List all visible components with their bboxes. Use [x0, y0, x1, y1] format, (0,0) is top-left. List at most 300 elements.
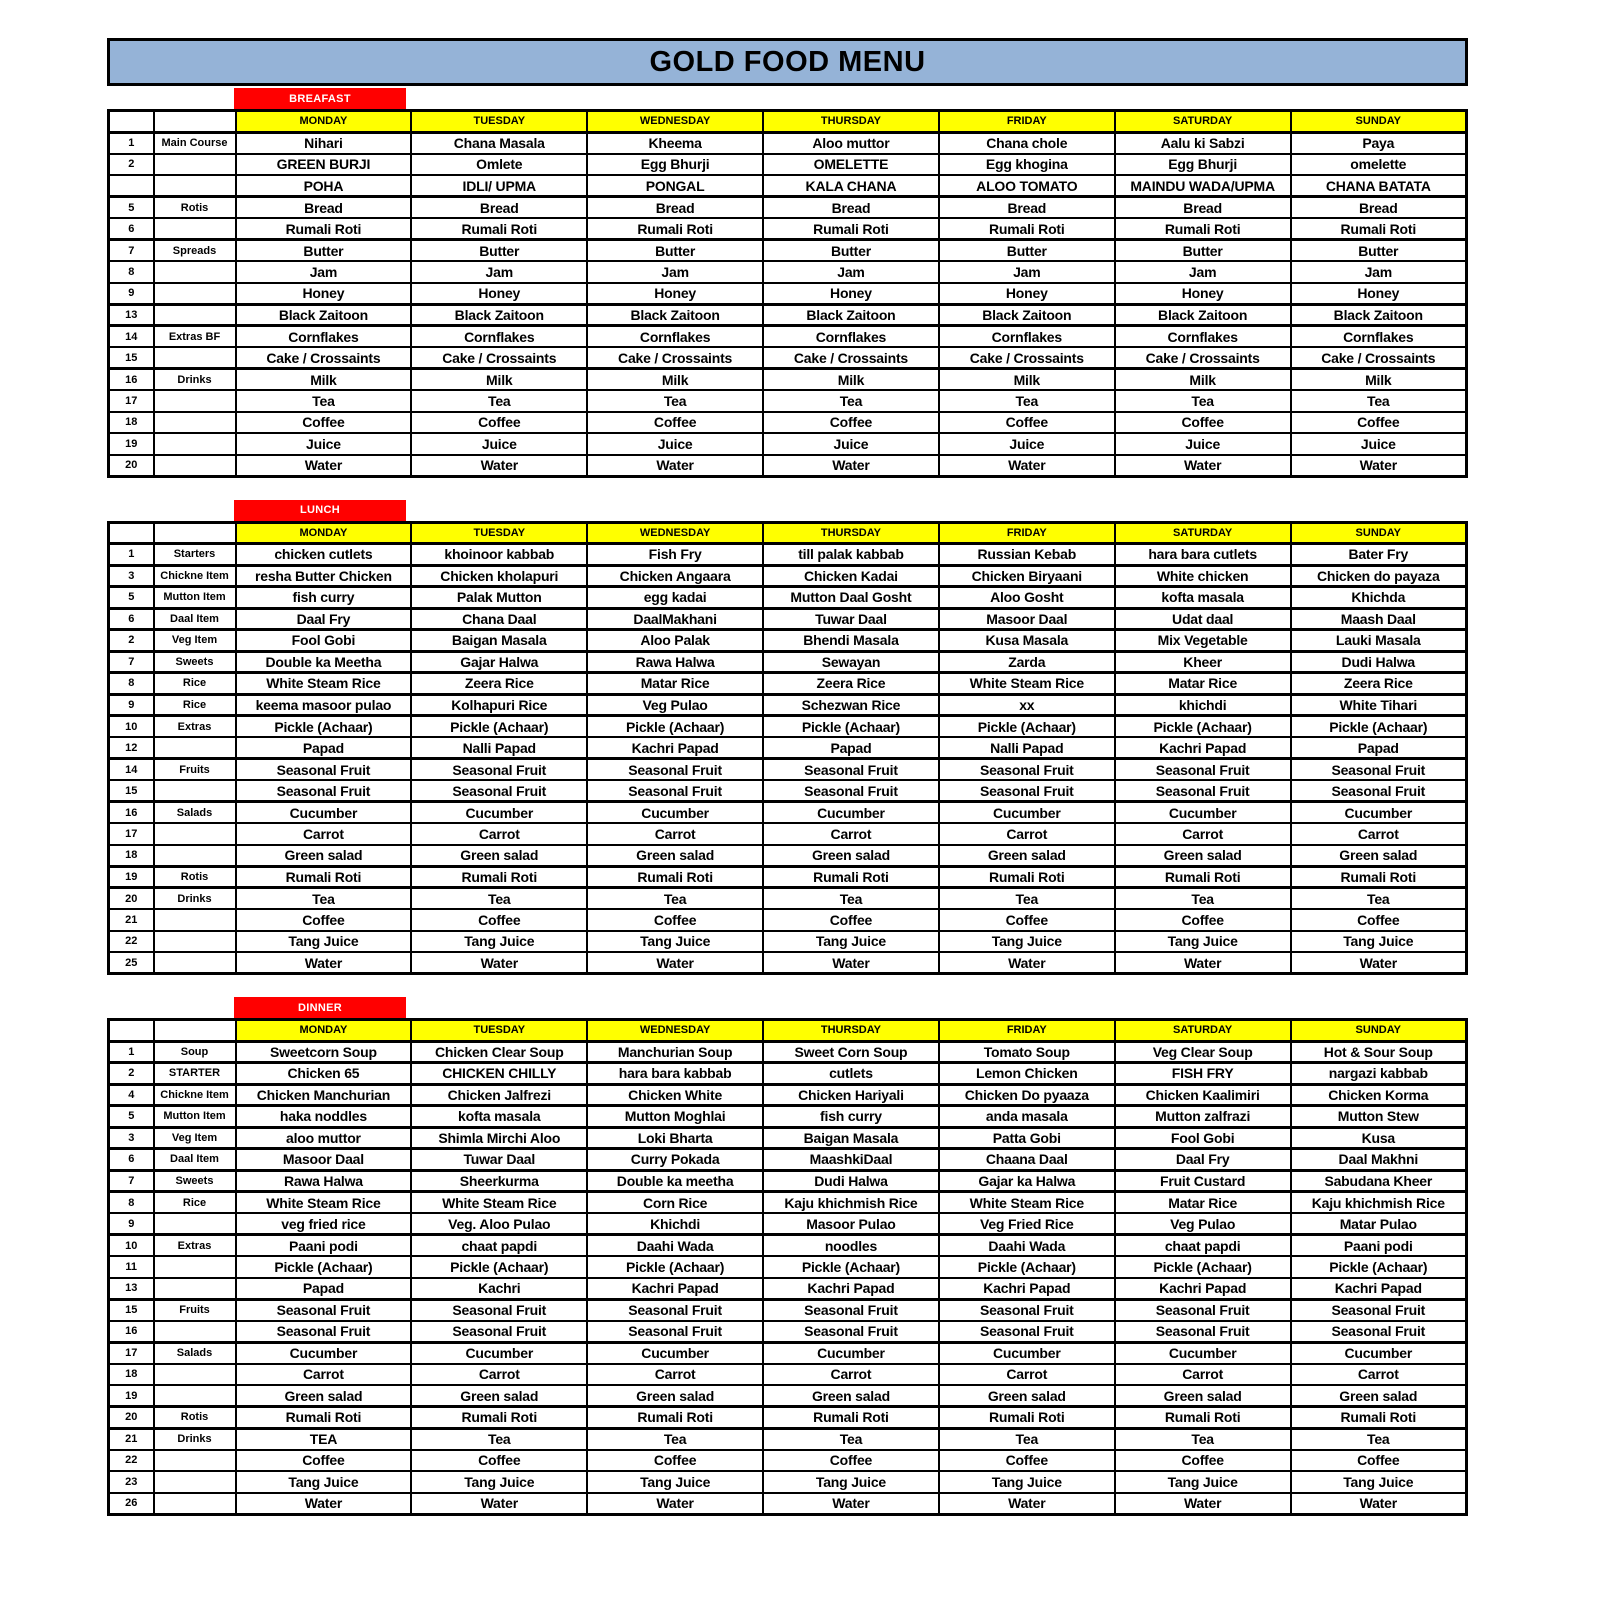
menu-item-cell: omelette [1291, 154, 1467, 176]
menu-item-cell: Tea [1291, 888, 1467, 910]
table-row [109, 261, 1467, 283]
menu-item-cell: Rumali Roti [1291, 218, 1467, 240]
category-cell [154, 261, 236, 283]
menu-item-cell: Cake / Crossaints [763, 347, 939, 369]
menu-item-cell: Masoor Pulao [763, 1213, 939, 1235]
menu-item-cell: Double ka Meetha [236, 651, 412, 673]
row-number-cell: 5 [109, 587, 154, 609]
menu-item-cell: Jam [587, 261, 763, 283]
row-number-cell: 8 [109, 261, 154, 283]
row-number-cell: 22 [109, 931, 154, 953]
menu-item-cell: Water [236, 952, 412, 974]
menu-item-cell: Chicken do payaza [1291, 565, 1467, 587]
menu-item-cell: Juice [1291, 433, 1467, 455]
category-cell: Rotis [154, 1407, 236, 1429]
menu-item-cell: Juice [236, 433, 412, 455]
menu-item-cell: Butter [411, 240, 587, 262]
menu-item-cell: Pickle (Achaar) [1115, 1256, 1291, 1278]
menu-item-cell: Honey [236, 283, 412, 305]
menu-item-cell: Zeera Rice [411, 673, 587, 695]
menu-item-cell: Tea [1115, 888, 1291, 910]
category-cell: Drinks [154, 1428, 236, 1450]
menu-item-cell: Coffee [411, 412, 587, 434]
menu-item-cell: Khichda [1291, 587, 1467, 609]
row-number-cell: 17 [109, 390, 154, 412]
menu-item-cell: Cake / Crossaints [587, 347, 763, 369]
row-number-cell: 13 [109, 304, 154, 326]
menu-item-cell: Pickle (Achaar) [411, 1256, 587, 1278]
menu-item-cell: Tang Juice [1291, 1471, 1467, 1493]
menu-item-cell: Rumali Roti [1291, 866, 1467, 888]
row-number-cell: 13 [109, 1278, 154, 1300]
table-row [109, 1127, 1467, 1149]
menu-item-cell: Coffee [411, 909, 587, 931]
menu-item-cell: Water [1291, 455, 1467, 477]
menu-item-cell: White Steam Rice [411, 1192, 587, 1214]
menu-section [107, 997, 1468, 1516]
menu-item-cell: Seasonal Fruit [1291, 1299, 1467, 1321]
menu-item-cell: Chicken Korma [1291, 1084, 1467, 1106]
row-number-cell: 21 [109, 1428, 154, 1450]
row-number-cell: 1 [109, 1041, 154, 1063]
corner-cell [109, 111, 154, 133]
menu-item-cell: Rawa Halwa [587, 651, 763, 673]
menu-item-cell: Cornflakes [1115, 326, 1291, 348]
menu-item-cell: Corn Rice [587, 1192, 763, 1214]
menu-item-cell: Papad [1291, 737, 1467, 759]
menu-item-cell: Seasonal Fruit [411, 1299, 587, 1321]
row-number-cell: 15 [109, 1299, 154, 1321]
menu-item-cell: Green salad [1291, 845, 1467, 867]
menu-item-cell: Rumali Roti [763, 1407, 939, 1429]
menu-item-cell: Jam [763, 261, 939, 283]
row-number-cell: 3 [109, 565, 154, 587]
menu-item-cell: Butter [939, 240, 1115, 262]
row-number-cell: 20 [109, 888, 154, 910]
table-row [109, 587, 1467, 609]
row-number-cell: 6 [109, 1149, 154, 1171]
menu-item-cell: xx [939, 694, 1115, 716]
menu-item-cell: Carrot [411, 1364, 587, 1386]
category-cell: Daal Item [154, 1149, 236, 1171]
menu-item-cell: Cornflakes [939, 326, 1115, 348]
menu-item-cell: Jam [236, 261, 412, 283]
menu-item-cell: Dudi Halwa [763, 1170, 939, 1192]
menu-item-cell: Black Zaitoon [1291, 304, 1467, 326]
menu-item-cell: Black Zaitoon [587, 304, 763, 326]
day-header-cell: SUNDAY [1291, 522, 1467, 544]
menu-item-cell: Water [763, 455, 939, 477]
menu-item-cell: Manchurian Soup [587, 1041, 763, 1063]
menu-item-cell: fish curry [236, 587, 412, 609]
menu-item-cell: Kachri Papad [1115, 1278, 1291, 1300]
menu-item-cell: GREEN BURJI [236, 154, 412, 176]
table-row [109, 1278, 1467, 1300]
day-header-cell: FRIDAY [939, 111, 1115, 133]
menu-item-cell: Water [763, 952, 939, 974]
menu-item-cell: Jam [939, 261, 1115, 283]
menu-item-cell: Green salad [1115, 1385, 1291, 1407]
menu-item-cell: Juice [939, 433, 1115, 455]
row-number-cell: 20 [109, 1407, 154, 1429]
category-cell: Soup [154, 1041, 236, 1063]
table-row [109, 197, 1467, 219]
row-number-cell: 25 [109, 952, 154, 974]
menu-item-cell: Juice [587, 433, 763, 455]
day-header-cell: WEDNESDAY [587, 522, 763, 544]
table-row [109, 866, 1467, 888]
menu-item-cell: Bread [236, 197, 412, 219]
section-label: DINNER [234, 997, 406, 1018]
category-cell: Drinks [154, 369, 236, 391]
menu-item-cell: Carrot [939, 1364, 1115, 1386]
menu-item-cell: Palak Mutton [411, 587, 587, 609]
menu-item-cell: Cornflakes [236, 326, 412, 348]
menu-item-cell: Rumali Roti [236, 218, 412, 240]
day-header-cell: THURSDAY [763, 1020, 939, 1042]
menu-item-cell: Rumali Roti [411, 1407, 587, 1429]
table-row [109, 1170, 1467, 1192]
menu-item-cell: Kachri Papad [763, 1278, 939, 1300]
menu-item-cell: Mutton zalfrazi [1115, 1106, 1291, 1128]
day-header-cell: WEDNESDAY [587, 111, 763, 133]
category-cell: Spreads [154, 240, 236, 262]
menu-item-cell: till palak kabbab [763, 544, 939, 566]
menu-item-cell: Cucumber [411, 802, 587, 824]
menu-item-cell: Seasonal Fruit [939, 759, 1115, 781]
day-header-cell: MONDAY [236, 522, 412, 544]
menu-item-cell: Veg Pulao [587, 694, 763, 716]
menu-item-cell: Seasonal Fruit [411, 780, 587, 802]
row-number-cell: 15 [109, 347, 154, 369]
menu-item-cell: Black Zaitoon [411, 304, 587, 326]
menu-item-cell: IDLI/ UPMA [411, 175, 587, 197]
menu-item-cell: Bread [411, 197, 587, 219]
menu-item-cell: Coffee [587, 909, 763, 931]
day-header-cell: THURSDAY [763, 111, 939, 133]
table-row [109, 1299, 1467, 1321]
category-cell [154, 218, 236, 240]
menu-item-cell: Masoor Daal [939, 608, 1115, 630]
menu-item-cell: Cake / Crossaints [1115, 347, 1291, 369]
category-cell [154, 952, 236, 974]
table-row [109, 544, 1467, 566]
day-header-cell: FRIDAY [939, 1020, 1115, 1042]
menu-item-cell: Tea [411, 1428, 587, 1450]
category-cell [154, 412, 236, 434]
table-row [109, 1407, 1467, 1429]
menu-item-cell: Mutton Stew [1291, 1106, 1467, 1128]
menu-item-cell: Tea [763, 1428, 939, 1450]
table-row [109, 909, 1467, 931]
menu-item-cell: khoinoor kabbab [411, 544, 587, 566]
menu-item-cell: Cake / Crossaints [1291, 347, 1467, 369]
menu-item-cell: Rumali Roti [1115, 1407, 1291, 1429]
menu-item-cell: ALOO TOMATO [939, 175, 1115, 197]
menu-item-cell: FISH FRY [1115, 1063, 1291, 1085]
menu-item-cell: Cucumber [236, 1342, 412, 1364]
menu-item-cell: Tea [939, 390, 1115, 412]
menu-item-cell: Kachri Papad [1115, 737, 1291, 759]
category-cell: Rice [154, 1192, 236, 1214]
page-title: GOLD FOOD MENU [649, 45, 926, 78]
row-number-cell: 7 [109, 1170, 154, 1192]
menu-item-cell: Cucumber [587, 1342, 763, 1364]
menu-table [107, 109, 1468, 478]
menu-item-cell: Tea [1115, 390, 1291, 412]
category-cell [154, 1256, 236, 1278]
row-number-cell: 9 [109, 283, 154, 305]
menu-item-cell: Cucumber [587, 802, 763, 824]
menu-item-cell: Butter [236, 240, 412, 262]
day-header-cell: TUESDAY [411, 111, 587, 133]
corner-cell [109, 522, 154, 544]
menu-item-cell: Tea [1115, 1428, 1291, 1450]
menu-item-cell: MaashkiDaal [763, 1149, 939, 1171]
menu-item-cell: Carrot [236, 823, 412, 845]
category-cell [154, 845, 236, 867]
menu-item-cell: MAINDU WADA/UPMA [1115, 175, 1291, 197]
menu-item-cell: Masoor Daal [236, 1149, 412, 1171]
menu-item-cell: Udat daal [1115, 608, 1291, 630]
menu-item-cell: Cucumber [763, 1342, 939, 1364]
table-row [109, 1063, 1467, 1085]
row-number-cell: 1 [109, 132, 154, 154]
day-header-cell: TUESDAY [411, 1020, 587, 1042]
table-row [109, 1385, 1467, 1407]
menu-item-cell: Pickle (Achaar) [763, 1256, 939, 1278]
menu-item-cell: Schezwan Rice [763, 694, 939, 716]
menu-item-cell: Rumali Roti [939, 1407, 1115, 1429]
menu-item-cell: Carrot [587, 1364, 763, 1386]
menu-item-cell: Water [1115, 1493, 1291, 1515]
menu-item-cell: Seasonal Fruit [1115, 1299, 1291, 1321]
menu-item-cell: Seasonal Fruit [587, 1321, 763, 1343]
menu-item-cell: Cake / Crossaints [411, 347, 587, 369]
table-row [109, 737, 1467, 759]
menu-item-cell: Jam [1115, 261, 1291, 283]
menu-item-cell: Green salad [236, 1385, 412, 1407]
menu-item-cell: Rumali Roti [587, 866, 763, 888]
menu-item-cell: Paani podi [1291, 1235, 1467, 1257]
category-cell: Starters [154, 544, 236, 566]
table-row [109, 780, 1467, 802]
table-row [109, 630, 1467, 652]
category-cell: Rice [154, 673, 236, 695]
category-cell [154, 931, 236, 953]
menu-item-cell: Pickle (Achaar) [1291, 1256, 1467, 1278]
category-cell: Extras [154, 1235, 236, 1257]
menu-item-cell: Tang Juice [939, 1471, 1115, 1493]
menu-item-cell: DaalMakhani [587, 608, 763, 630]
menu-item-cell: Nalli Papad [411, 737, 587, 759]
menu-item-cell: Carrot [763, 1364, 939, 1386]
menu-item-cell: Seasonal Fruit [1115, 780, 1291, 802]
day-header-cell: WEDNESDAY [587, 1020, 763, 1042]
category-cell [154, 909, 236, 931]
menu-item-cell: Coffee [236, 909, 412, 931]
menu-item-cell: Pickle (Achaar) [587, 716, 763, 738]
menu-item-cell: Aalu ki Sabzi [1115, 132, 1291, 154]
category-cell: Salads [154, 802, 236, 824]
menu-item-cell: Rumali Roti [1115, 218, 1291, 240]
menu-item-cell: Butter [1291, 240, 1467, 262]
menu-item-cell: Seasonal Fruit [939, 1299, 1115, 1321]
menu-item-cell: Seasonal Fruit [939, 780, 1115, 802]
category-cell [154, 1450, 236, 1472]
table-row [109, 433, 1467, 455]
menu-item-cell: Coffee [236, 1450, 412, 1472]
menu-item-cell: egg kadai [587, 587, 763, 609]
menu-item-cell: Veg Fried Rice [939, 1213, 1115, 1235]
menu-item-cell: Seasonal Fruit [763, 1321, 939, 1343]
category-cell: Mutton Item [154, 1106, 236, 1128]
menu-item-cell: Milk [587, 369, 763, 391]
day-header-row [109, 111, 1467, 133]
menu-item-cell: Carrot [236, 1364, 412, 1386]
menu-item-cell: Tea [236, 390, 412, 412]
menu-item-cell: Milk [236, 369, 412, 391]
menu-item-cell: Tang Juice [587, 931, 763, 953]
menu-item-cell: Cucumber [1291, 802, 1467, 824]
menu-item-cell: Gajar Halwa [411, 651, 587, 673]
menu-item-cell: Green salad [236, 845, 412, 867]
menu-item-cell: Rumali Roti [939, 218, 1115, 240]
corner-cell [154, 522, 236, 544]
menu-item-cell: Tea [411, 888, 587, 910]
menu-item-cell: Seasonal Fruit [1115, 1321, 1291, 1343]
row-number-cell: 9 [109, 1213, 154, 1235]
menu-item-cell: hara bara kabbab [587, 1063, 763, 1085]
menu-item-cell: Dudi Halwa [1291, 651, 1467, 673]
menu-item-cell: Veg Clear Soup [1115, 1041, 1291, 1063]
menu-item-cell: Kachri Papad [587, 1278, 763, 1300]
menu-item-cell: chaat papdi [1115, 1235, 1291, 1257]
row-number-cell: 6 [109, 608, 154, 630]
menu-item-cell: Tang Juice [939, 931, 1115, 953]
menu-item-cell: Tang Juice [1291, 931, 1467, 953]
menu-item-cell: Matar Rice [587, 673, 763, 695]
menu-item-cell: Tea [763, 888, 939, 910]
menu-item-cell: Cucumber [939, 1342, 1115, 1364]
row-number-cell: 3 [109, 1127, 154, 1149]
table-row [109, 565, 1467, 587]
table-row [109, 651, 1467, 673]
section-label: LUNCH [234, 500, 406, 521]
menu-item-cell: Curry Pokada [587, 1149, 763, 1171]
menu-item-cell: Tang Juice [763, 1471, 939, 1493]
table-row [109, 1149, 1467, 1171]
menu-item-cell: Water [411, 952, 587, 974]
menu-item-cell: Chicken 65 [236, 1063, 412, 1085]
menu-item-cell: Pickle (Achaar) [1291, 716, 1467, 738]
row-number-cell: 10 [109, 1235, 154, 1257]
menu-item-cell: Green salad [939, 845, 1115, 867]
menu-item-cell: Coffee [587, 412, 763, 434]
menu-item-cell: Bhendi Masala [763, 630, 939, 652]
menu-item-cell: Gajar ka Halwa [939, 1170, 1115, 1192]
menu-item-cell: Loki Bharta [587, 1127, 763, 1149]
menu-item-cell: Cornflakes [1291, 326, 1467, 348]
menu-item-cell: CHICKEN CHILLY [411, 1063, 587, 1085]
menu-item-cell: Egg Bhurji [1115, 154, 1291, 176]
menu-item-cell: Bread [1291, 197, 1467, 219]
table-row [109, 347, 1467, 369]
table-row [109, 1213, 1467, 1235]
menu-item-cell: Sheerkurma [411, 1170, 587, 1192]
day-header-cell: SATURDAY [1115, 522, 1291, 544]
menu-item-cell: Juice [1115, 433, 1291, 455]
menu-item-cell: Green salad [1115, 845, 1291, 867]
menu-item-cell: Seasonal Fruit [587, 759, 763, 781]
menu-item-cell: Bread [1115, 197, 1291, 219]
menu-item-cell: Cornflakes [763, 326, 939, 348]
menu-item-cell: Water [587, 952, 763, 974]
corner-cell [154, 111, 236, 133]
menu-item-cell: Aloo Palak [587, 630, 763, 652]
menu-item-cell: Black Zaitoon [236, 304, 412, 326]
menu-item-cell: Coffee [1115, 909, 1291, 931]
table-row [109, 240, 1467, 262]
row-number-cell: 15 [109, 780, 154, 802]
row-number-cell: 18 [109, 412, 154, 434]
table-row [109, 1041, 1467, 1063]
menu-item-cell: Chicken Kadai [763, 565, 939, 587]
menu-item-cell: Butter [1115, 240, 1291, 262]
menu-item-cell: Seasonal Fruit [763, 759, 939, 781]
row-number-cell: 26 [109, 1493, 154, 1515]
menu-item-cell: Coffee [763, 412, 939, 434]
menu-item-cell: Rumali Roti [236, 1407, 412, 1429]
menu-item-cell: Juice [411, 433, 587, 455]
menu-table [107, 521, 1468, 976]
menu-item-cell: Coffee [763, 909, 939, 931]
table-row [109, 175, 1467, 197]
row-number-cell: 8 [109, 1192, 154, 1214]
menu-item-cell: Chicken Biryaani [939, 565, 1115, 587]
menu-item-cell: keema masoor pulao [236, 694, 412, 716]
day-header-cell: SATURDAY [1115, 111, 1291, 133]
menu-item-cell: Green salad [411, 1385, 587, 1407]
menu-item-cell: Green salad [411, 845, 587, 867]
table-row [109, 1471, 1467, 1493]
menu-item-cell: Shimla Mirchi Aloo [411, 1127, 587, 1149]
section-label: BREAFAST [234, 88, 406, 109]
menu-item-cell: Butter [763, 240, 939, 262]
menu-item-cell: resha Butter Chicken [236, 565, 412, 587]
row-number-cell: 6 [109, 218, 154, 240]
table-row [109, 1450, 1467, 1472]
menu-item-cell: Bater Fry [1291, 544, 1467, 566]
menu-item-cell: Seasonal Fruit [411, 759, 587, 781]
menu-item-cell: Tea [587, 1428, 763, 1450]
category-cell: Chickne Item [154, 1084, 236, 1106]
menu-item-cell: Matar Rice [1115, 1192, 1291, 1214]
row-number-cell: 23 [109, 1471, 154, 1493]
menu-item-cell: Pickle (Achaar) [763, 716, 939, 738]
menu-item-cell: Chicken Hariyali [763, 1084, 939, 1106]
menu-item-cell: Seasonal Fruit [763, 1299, 939, 1321]
menu-item-cell: noodles [763, 1235, 939, 1257]
day-header-cell: THURSDAY [763, 522, 939, 544]
category-cell: Rice [154, 694, 236, 716]
menu-item-cell: Bread [587, 197, 763, 219]
menu-item-cell: Pickle (Achaar) [939, 716, 1115, 738]
menu-item-cell: Honey [411, 283, 587, 305]
table-row [109, 326, 1467, 348]
menu-item-cell: Chicken Angaara [587, 565, 763, 587]
menu-item-cell: Tea [411, 390, 587, 412]
